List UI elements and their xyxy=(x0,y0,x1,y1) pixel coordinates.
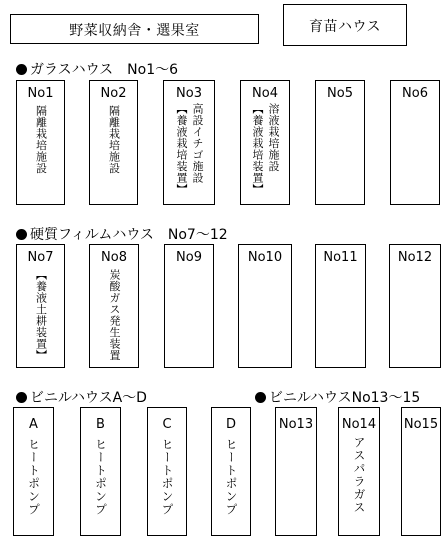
house-no3 xyxy=(163,80,215,205)
storage-building-label: 野菜収納舎・選果室 xyxy=(69,23,200,39)
house-number: No7 xyxy=(27,250,54,265)
bullet-icon xyxy=(16,64,27,75)
house-note: ヒートポンプ xyxy=(224,438,238,516)
house-note: ヒートポンプ xyxy=(26,438,41,516)
vinyl-ad-title: ビニルハウスA～D xyxy=(30,390,147,406)
house-note: ヒートポンプ xyxy=(160,438,174,516)
nursery-house-label: 育苗ハウス xyxy=(308,19,382,35)
film-house-title: 硬質フィルムハウス No7～12 xyxy=(30,227,228,243)
house-no12 xyxy=(389,244,441,368)
house-number: No15 xyxy=(403,417,439,432)
house-note: 【養液栽培装置】 xyxy=(251,103,264,195)
house-note: 隔離栽培施設 xyxy=(34,105,48,174)
house-note: 溶液栽培施設 xyxy=(267,103,280,172)
house-d xyxy=(211,407,251,536)
film-house-section-title xyxy=(16,224,228,244)
bullet-icon xyxy=(16,392,27,403)
house-no15 xyxy=(401,407,441,536)
house-note: 隔離栽培施設 xyxy=(107,105,121,174)
house-number: No10 xyxy=(247,250,283,265)
house-no8 xyxy=(89,244,139,368)
house-number: No12 xyxy=(397,250,433,265)
vinyl-13-section-title xyxy=(255,387,420,407)
house-number: No3 xyxy=(176,86,202,101)
vinyl-13-title: ビニルハウスNo13～15 xyxy=(269,390,421,406)
house-no7 xyxy=(16,244,65,368)
house-no1 xyxy=(16,80,65,205)
house-no2 xyxy=(89,80,138,205)
house-no4 xyxy=(240,80,290,205)
house-note: 炭酸ガス発生装置 xyxy=(108,269,121,361)
house-number: No14 xyxy=(341,417,377,432)
house-number: D xyxy=(225,417,236,432)
house-number: C xyxy=(162,417,172,432)
house-number: No8 xyxy=(101,250,127,265)
house-note: 【養液土耕装置】 xyxy=(34,269,48,361)
nursery-house xyxy=(283,4,407,46)
house-no13 xyxy=(275,407,317,536)
house-number: No2 xyxy=(100,86,127,101)
house-no11 xyxy=(315,244,366,368)
house-no9 xyxy=(164,244,214,368)
house-number: No9 xyxy=(176,250,202,265)
house-number: No13 xyxy=(278,417,314,432)
bullet-icon xyxy=(16,229,27,240)
house-c xyxy=(147,407,187,536)
house-number: No5 xyxy=(327,86,353,101)
house-number: No4 xyxy=(252,86,278,101)
house-b xyxy=(80,407,121,536)
house-number: No1 xyxy=(27,86,54,101)
house-note: 高設イチゴ施設 xyxy=(191,103,204,184)
house-number: A xyxy=(29,417,38,432)
house-note: 【養液栽培装置】 xyxy=(175,103,188,195)
bullet-icon xyxy=(255,392,266,403)
house-no14 xyxy=(338,407,380,536)
glass-house-section-title xyxy=(16,59,178,79)
house-number: No11 xyxy=(323,250,358,265)
vinyl-ad-section-title xyxy=(16,387,147,407)
house-number: No6 xyxy=(402,86,428,101)
house-no5 xyxy=(315,80,365,205)
house-note: アスパラガス xyxy=(352,436,366,514)
storage-building xyxy=(10,14,259,44)
house-a xyxy=(13,407,54,536)
house-note: ヒートポンプ xyxy=(93,438,108,516)
house-no10 xyxy=(238,244,292,368)
house-number: B xyxy=(96,417,105,432)
house-no6 xyxy=(390,80,440,205)
glass-house-title: ガラスハウス No1～6 xyxy=(30,62,179,78)
